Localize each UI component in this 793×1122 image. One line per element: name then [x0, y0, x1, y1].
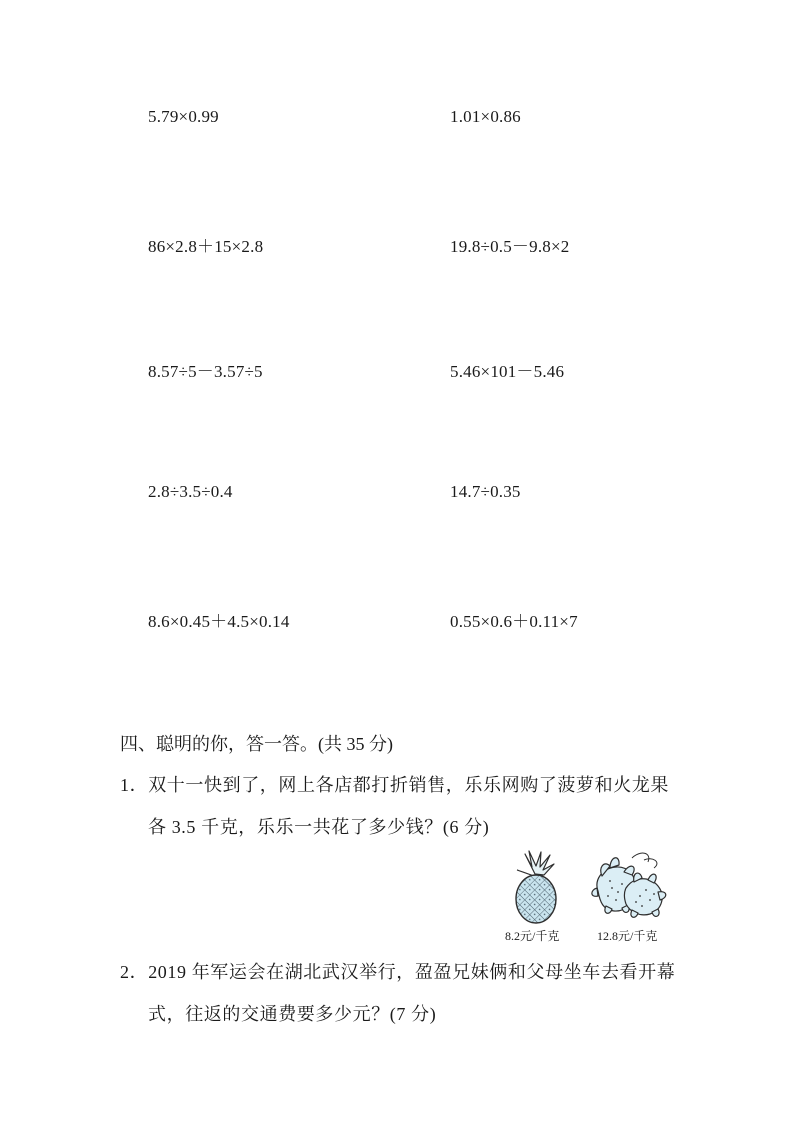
question-2-line-1: 2．2019 年军运会在湖北武汉举行，盈盈兄妹俩和父母坐车去看开幕	[120, 962, 676, 982]
dragon-fruit-price: 12.8元/千克	[597, 929, 658, 943]
expression-3-left: 8.57÷5－3.57÷5	[148, 362, 263, 381]
question-1-line-2: 各 3.5 千克，乐乐一共花了多少钱？(6 分)	[148, 817, 490, 837]
expression-2-right: 19.8÷0.5－9.8×2	[450, 237, 570, 256]
expression-4-right: 14.7÷0.35	[450, 482, 521, 501]
expression-5-left: 8.6×0.45＋4.5×0.14	[148, 612, 290, 631]
section-title: 四、聪明的你，答一答。(共 35 分)	[120, 734, 393, 754]
expression-2-left: 86×2.8＋15×2.8	[148, 237, 264, 256]
pineapple-icon	[505, 850, 565, 925]
expression-3-right: 5.46×101－5.46	[450, 362, 565, 381]
expression-1-right: 1.01×0.86	[450, 107, 521, 126]
dragon-fruit-icon	[588, 846, 673, 924]
expression-1-left: 5.79×0.99	[148, 107, 219, 126]
question-1-line-1: 1．双十一快到了，网上各店都打折销售，乐乐网购了菠萝和火龙果	[120, 775, 669, 795]
question-2-line-2: 式，往返的交通费要多少元？(7 分)	[148, 1004, 437, 1024]
pineapple-price: 8.2元/千克	[505, 929, 560, 943]
expression-5-right: 0.55×0.6＋0.11×7	[450, 612, 578, 631]
expression-4-left: 2.8÷3.5÷0.4	[148, 482, 233, 501]
